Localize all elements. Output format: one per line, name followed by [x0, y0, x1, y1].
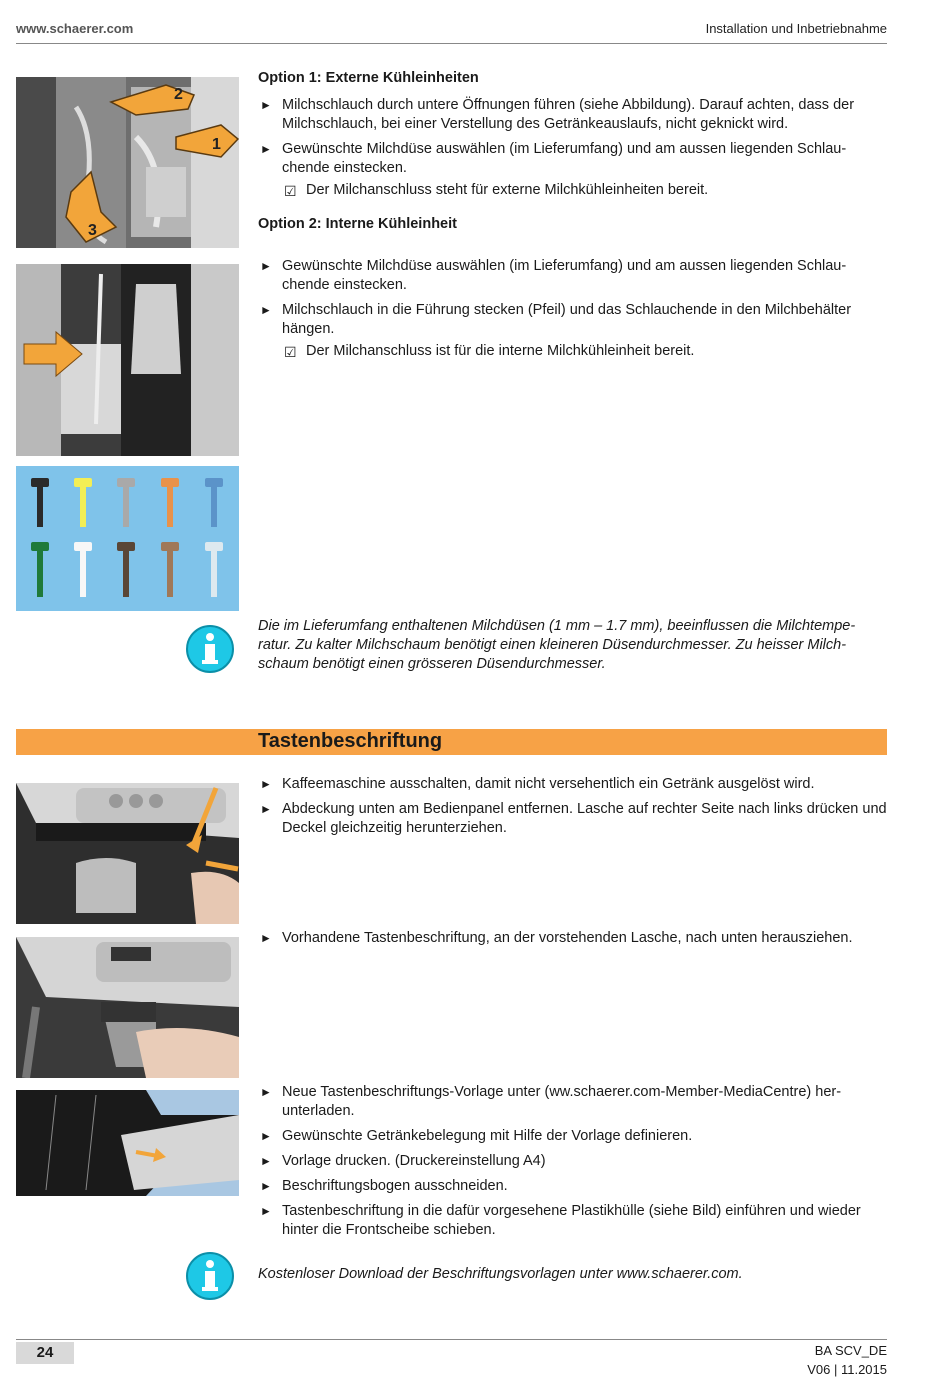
info-text-download: Kostenloser Download der Beschriftungsvorlagen unter www.schaerer.com. — [258, 1266, 743, 1282]
info-icon — [185, 624, 235, 674]
steps-c-block — [258, 1083, 888, 1240]
option2-bullet-1: ► Gewünschte Milchdüse auswählen (im Lieferumfang) und am aussen liegenden Schlau-chende einstecken. — [260, 258, 847, 293]
option2-check: ☑ Der Milchanschluss ist für die interne Milchkühleinheit bereit. — [284, 343, 695, 360]
header-website[interactable]: www.schaerer.com — [16, 21, 134, 36]
triangle-right-icon: ► — [260, 1154, 272, 1168]
triangle-right-icon: ► — [260, 142, 272, 156]
triangle-right-icon: ► — [260, 1129, 272, 1143]
checkbox-icon: ☑ — [284, 183, 297, 199]
triangle-right-icon: ► — [260, 802, 272, 816]
section-title: Tastenbeschriftung — [258, 730, 443, 752]
photo-external-cooling — [16, 77, 239, 248]
option1-bullet-2: ► Gewünschte Milchdüse auswählen (im Lieferumfang) und am aussen liegenden Schlau-chende einstecken. — [260, 141, 847, 176]
triangle-right-icon: ► — [260, 777, 272, 791]
figure-label-1: 1 — [212, 136, 221, 153]
checkbox-icon: ☑ — [284, 344, 297, 360]
triangle-right-icon: ► — [260, 931, 272, 945]
step-a-1: ► Kaffeemaschine ausschalten, damit nicht versehentlich ein Getränk ausgelöst wird. — [260, 776, 815, 792]
step-b-1: ► Vorhandene Tastenbeschriftung, an der vorstehenden Lasche, nach unten herausziehen. — [260, 930, 853, 946]
steps-a-block — [258, 775, 888, 838]
option1-check: ☑ Der Milchanschluss steht für externe Milchkühleinheiten bereit. — [284, 182, 709, 199]
option1-bullet-1: ► Milchschlauch durch untere Öffnungen führen (siehe Abbildung). Darauf achten, dass der Milchschlauch, bei einer Verstellung des Getränkeauslaufs, nicht geknickt wird. — [260, 97, 855, 132]
step-a-2: ► Abdeckung unten am Bedienpanel entfernen. Lasche auf rechter Seite nach links drücken und Deckel gleichzeitig herunterziehen. — [260, 801, 887, 836]
step-c-2: ► Gewünschte Getränkebelegung mit Hilfe der Vorlage definieren. — [260, 1128, 693, 1144]
triangle-right-icon: ► — [260, 1085, 272, 1099]
step-c-1: ► Neue Tastenbeschriftungs-Vorlage unter (ww.schaerer.com-Member-MediaCentre) her-unterladen. — [260, 1084, 842, 1119]
steps-b-block — [258, 929, 888, 948]
option2-bullet-2: ► Milchschlauch in die Führung stecken (Pfeil) und das Schlauchende in den Milchbehälter hängen. — [260, 302, 852, 337]
triangle-right-icon: ► — [260, 1204, 272, 1218]
triangle-right-icon: ► — [260, 303, 272, 317]
triangle-right-icon: ► — [260, 98, 272, 112]
triangle-right-icon: ► — [260, 259, 272, 273]
photo-panel-cover — [16, 783, 239, 924]
option1-title: Option 1: Externe Kühleinheiten — [258, 70, 479, 86]
section-band — [16, 729, 887, 755]
figure-label-2: 2 — [174, 86, 183, 103]
option1-block — [258, 69, 888, 200]
header-section: Installation und Inbetriebnahme — [705, 21, 887, 36]
photo-milk-nozzles — [16, 466, 239, 611]
header-divider — [16, 43, 887, 44]
footer-doc: BA SCV_DE — [814, 1343, 887, 1358]
option2-block — [258, 257, 888, 361]
figure-label-3: 3 — [88, 222, 97, 239]
photo-pull-label — [16, 937, 239, 1078]
info-text-nozzles: Die im Lieferumfang enthaltenen Milchdüsen (1 mm – 1.7 mm), beeinflussen die Milchtempe-ratur. Zu kalter Milchschaum benötigt einen kleineren Düsendurchmesser. Zu heisser Milch-schaum benötigt einen grösseren Düsendurchmesser. — [258, 618, 856, 672]
info-icon — [185, 1251, 235, 1301]
step-c-3: ► Vorlage drucken. (Druckereinstellung A4) — [260, 1153, 546, 1169]
triangle-right-icon: ► — [260, 1179, 272, 1193]
page-number: 24 — [16, 1342, 74, 1364]
step-c-5: ► Tastenbeschriftung in die dafür vorgesehene Plastikhülle (siehe Bild) einführen und wieder hinter die Frontscheibe schieben. — [260, 1203, 861, 1238]
footer-version: V06 | 11.2015 — [807, 1362, 887, 1377]
footer-divider — [16, 1339, 887, 1340]
photo-internal-cooling — [16, 264, 239, 456]
option2-title: Option 2: Interne Kühleinheit — [258, 216, 457, 232]
photo-label-sheet — [16, 1090, 239, 1196]
step-c-4: ► Beschriftungsbogen ausschneiden. — [260, 1178, 508, 1194]
